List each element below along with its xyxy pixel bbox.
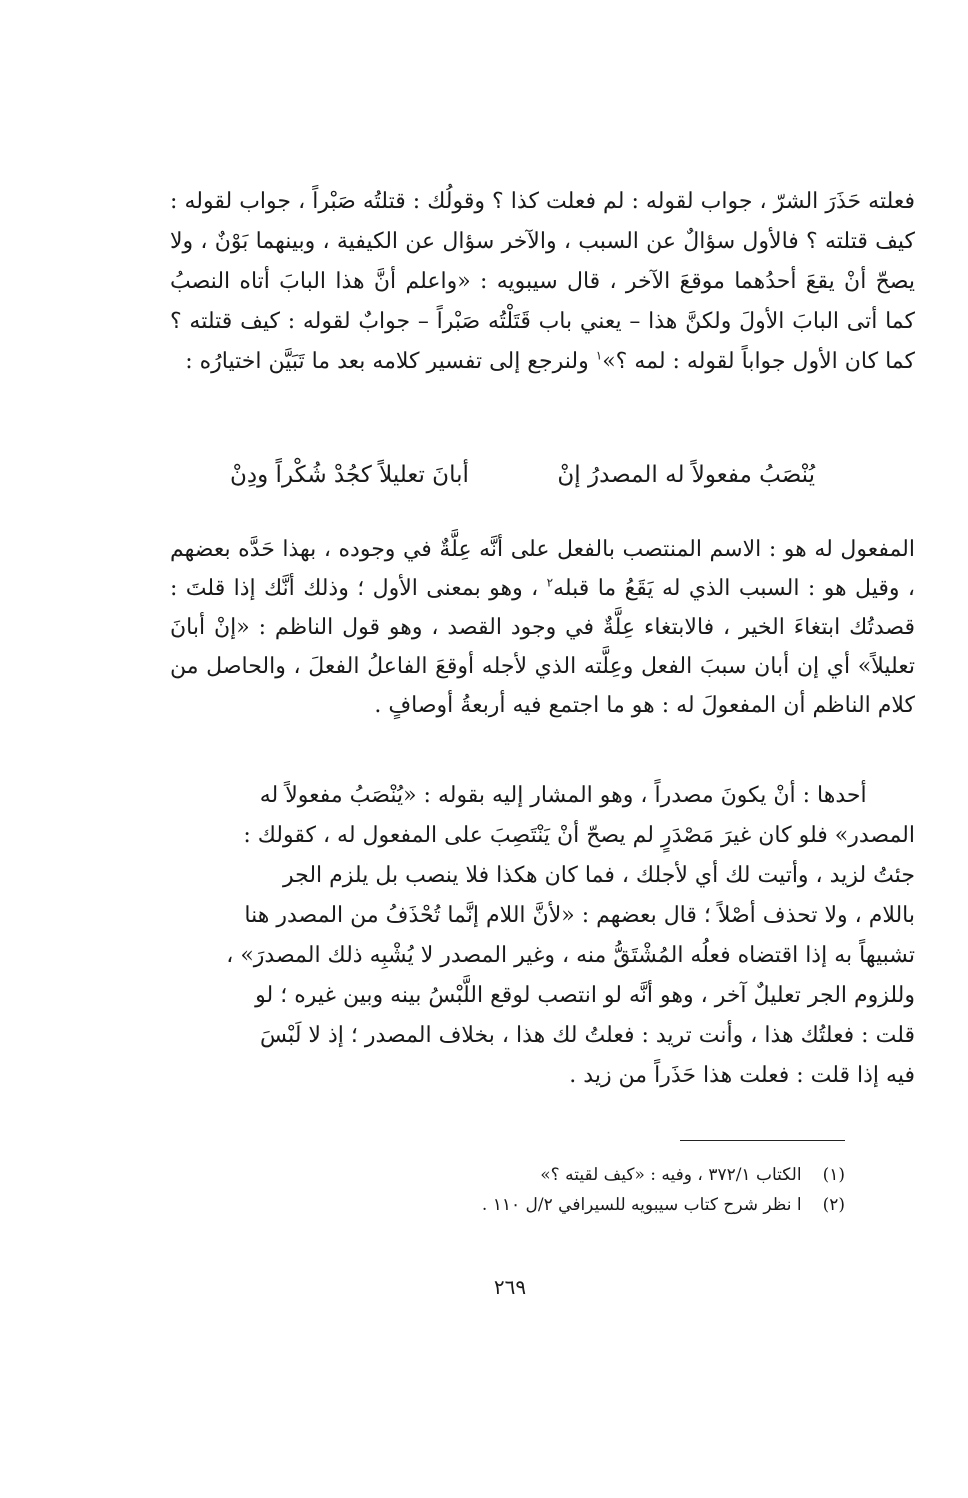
footnote-reference-2: ٢ xyxy=(546,575,554,590)
paragraph-3-line: أحدها : أنْ يكونَ مصدراً ، وهو المشار إليه بقوله : «يُنْصَبُ مفعولاً له xyxy=(259,783,867,808)
paragraph-3-line: وللزوم الجر تعليلٌ آخر ، وهو أنَّه لو انتصب لوقع اللَّبْسُ بينه وبين غيره ؛ لو xyxy=(255,983,915,1008)
paragraph-1-tail: ولنرجع إلى تفسير كلامه بعد ما تَبَيَّن اختيارُه : xyxy=(185,349,589,374)
paragraph-3-line: جئتُ لزيد ، وأتيت لك أي لأجلك ، فما كان هكذا فلا ينصب بل يلزم الجر xyxy=(283,863,915,888)
paragraph-3 xyxy=(170,776,915,1096)
footnote-1-number: (١) xyxy=(822,1165,845,1185)
footnote-1-text: الكتاب ٣٧٢/١ ، وفيه : «كيف لقيته ؟» xyxy=(540,1165,802,1185)
footnote-2-number: (٢) xyxy=(822,1195,845,1215)
paragraph-1-text: فعلته حَذَرَ الشرّ ، جواب لقوله : لم فعلت كذا ؟ وقولُك : قتلتُه صَبْراً ، جواب لقوله : كيف قتلته ؟ فالأول سؤالٌ عن السبب ، والآخر سؤال عن الكيفية ، وبينهما بَوْنٌ ، ولا يصحّ أنْ يقعَ أحدُهما موقعَ الآخر ، قال سيبويه : «واعلم أنَّ هذا البابَ أتاه النصبُ كما أتى البابَ الأولَ ولكنَّ هذا – يعني باب قَتَلْتُه صَبْراً – جوابٌ لقوله : كيف قتلته ؟ كما كان الأول جواباً لقوله : لمه ؟» xyxy=(170,189,915,374)
footnote-2-text: ا نظر شرح كتاب سيبويه للسيرافي ٢/ل ١١٠ . xyxy=(481,1195,802,1215)
paragraph-1 xyxy=(170,182,915,382)
paragraph-3-line: تشبيهاً به إذا اقتضاه فعلُه المُشْتَقُّ منه ، وغير المصدر لا يُشْبِه ذلك المصدرَ» ، xyxy=(226,943,915,968)
paragraph-2-text-b: ، وهو بمعنى الأول ؛ وذلك أنَّك إذا قلتَ : قصدتُك ابتغاءَ الخير ، فالابتغاء عِلَّةٌ في وجود القصد ، وهو قول الناظم : «إنْ أبانَ تعليلاً» أي إن أبان سببَ الفعل وعِلَّته الذي لأجله أوقعَ الفاعلُ الفعلَ ، والحاصل من كلام الناظم أن المفعولَ له : هو ما اجتمع فيه أربعةُ أوصافٍ . xyxy=(170,576,915,718)
footnote-1 xyxy=(300,1160,845,1190)
paragraph-3-line: المصدر» فلو كان غيرَ مَصْدَرٍ لم يصحّ أنْ يَنْتَصِبَ على المفعول له ، كقولك : xyxy=(243,823,915,848)
footnote-2 xyxy=(300,1190,845,1220)
paragraph-3-line: فيه إذا قلت : فعلت هذا حَذَراً من زيد . xyxy=(569,1063,915,1088)
paragraph-3-line: باللام ، ولا تحذف أصْلاً ؛ قال بعضهم : «لأنَّ اللام إنَّما تُحْذَفُ من المصدر هنا xyxy=(244,903,915,928)
footnote-reference-1: ١ xyxy=(595,348,603,363)
verse-first-hemistich: يُنْصَبُ مفعولاً له المصدرُ إنْ xyxy=(557,462,815,488)
page-number: ٢٦٩ xyxy=(493,1275,527,1299)
paragraph-2 xyxy=(170,530,915,725)
paragraph-3-line: قلت : فعلتُك هذا ، وأنت تريد : فعلتُ لك هذا ، بخلاف المصدر ؛ إذ لا لَبْسَ xyxy=(260,1023,915,1048)
verse-second-hemistich: أبانَ تعليلاً كجُدْ شُكْراً ودِنْ xyxy=(230,462,469,488)
footnotes xyxy=(300,1160,845,1220)
poetry-verse xyxy=(170,462,915,506)
footnote-divider xyxy=(680,1140,845,1141)
paragraph-2-text-a: المفعول له هو : الاسم المنتصب بالفعل على أنَّه عِلَّةٌ في وجوده ، بهذا حَدَّه بعضهم ، وقيل هو : السبب الذي له يَقَعُ ما قبله xyxy=(170,537,915,601)
